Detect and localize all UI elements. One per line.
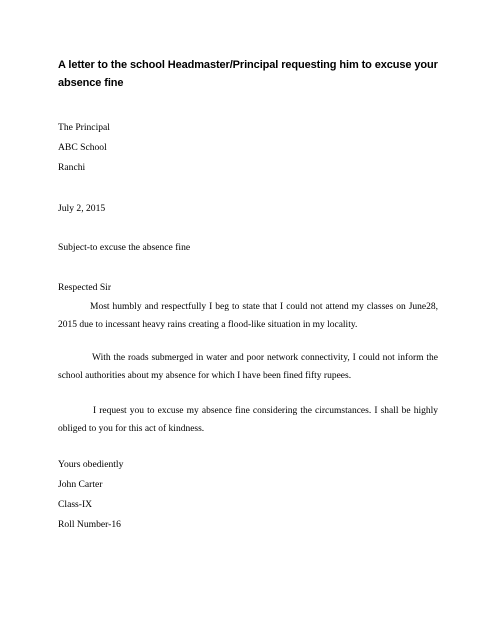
recipient-line-school: ABC School xyxy=(58,142,107,153)
letter-subject: Subject-to excuse the absence fine xyxy=(58,242,191,253)
recipient-line-city: Ranchi xyxy=(58,162,86,173)
body-paragraph-3: I request you to excuse my absence fine considering the circumstances. I shall be highly obliged to you for this act of kindness. xyxy=(58,406,438,434)
signature-name: John Carter xyxy=(58,479,103,490)
body-paragraph-1: Most humbly and respectfully I beg to state that I could not attend my classes on June28, 2015 due to incessant heavy rains creating a flood-like situation in my locality. xyxy=(58,302,438,330)
signature-class: Class-IX xyxy=(58,499,93,510)
body-paragraph-2: With the roads submerged in water and poor network connectivity, I could not inform the school authorities about my absence for which I have been fined fifty rupees. xyxy=(58,353,438,381)
closing: Yours obediently xyxy=(58,459,124,470)
letter-date: July 2, 2015 xyxy=(58,203,106,214)
letter-title: A letter to the school Headmaster/Principal requesting him to excuse your absence fine xyxy=(58,59,438,89)
signature-roll-number: Roll Number-16 xyxy=(58,519,121,530)
salutation: Respected Sir xyxy=(58,282,112,293)
recipient-line-principal: The Principal xyxy=(58,122,110,133)
